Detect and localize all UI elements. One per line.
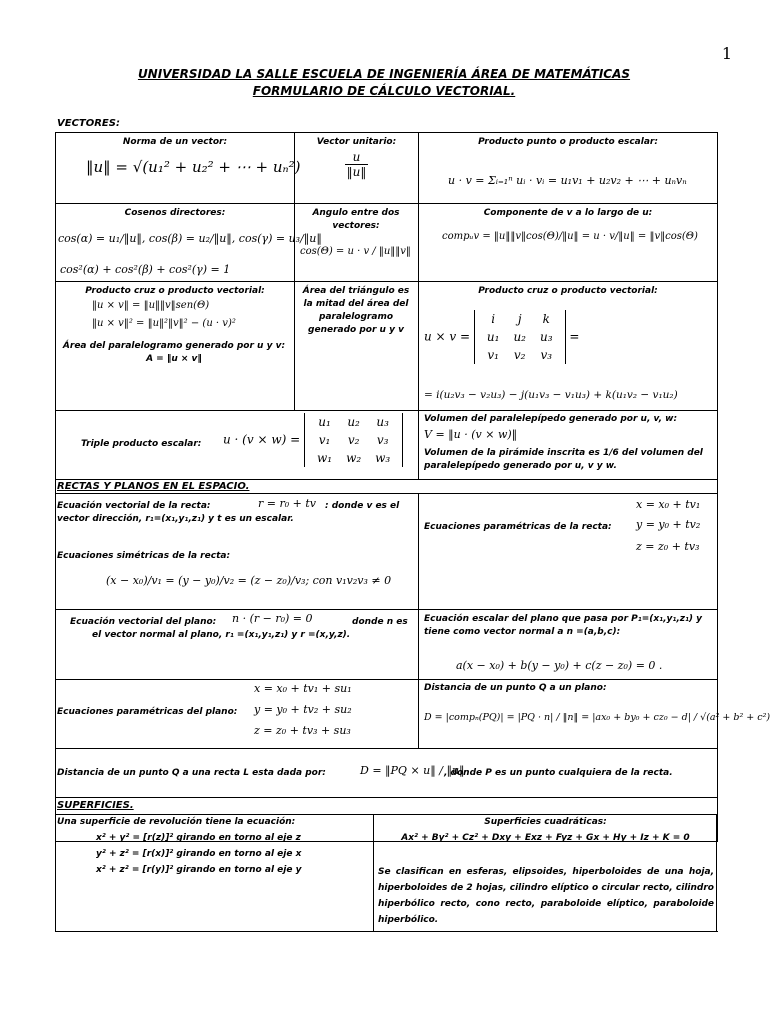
escalar-plano-text: Ecuación escalar del plano que pasa por P₁=(x₁,y₁,z₁) y tiene como vector normal a n =(a,b,c): [424,614,703,637]
row-divider [55,609,718,610]
cruz2-cell: j [517,312,522,326]
triple-row [310,431,397,449]
triple-label: Triple producto escalar: [81,439,202,449]
dist-plano-formula: D = |compₙ(PQ)| = |PQ · n| / ‖n‖ = |ax₀ + by₀ + cz₀ − d| / √(a² + b² + c²) [424,712,770,723]
cruz2-cell: u₂ [513,330,526,344]
unitario-label: Vector unitario: [316,137,397,147]
cruz2-label: Producto cruz o producto vectorial: [478,286,658,296]
parametricas-label: Ecuaciones paramétricas de la recta: [424,522,612,532]
triple-cell: u₃ [376,415,389,429]
cosenos-label: Cosenos directores: [124,208,226,218]
cruz2-cell: u₁ [486,330,500,344]
col-divider [373,814,374,932]
cruz2-matrix [424,310,579,364]
cruz2-cell: v₁ [487,348,499,362]
triple-cell: w₁ [316,451,333,465]
dist-recta-text: , donde P es un punto cualquiera de la recta. [444,768,673,778]
volumen-formula: V = ‖u · (v × w)‖ [424,428,518,441]
row-divider [55,203,718,204]
frame-bottom [55,931,718,932]
parametricas-x: x = x₀ + tv₁ [636,498,701,511]
parametricas-z: z = z₀ + tv₃ [636,540,700,553]
triple-cell: w₂ [346,451,362,465]
header-line2: FORMULARIO DE CÁLCULO VECTORIAL. [252,84,516,98]
revolucion-line3: x² + z² = [r(y)]² girando en torno al eje y [96,865,302,875]
param-plano-y: y = y₀ + tv₂ + su₂ [254,703,352,716]
vec-recta-label: Ecuación vectorial de la recta: [57,501,211,511]
dist-recta-label: Distancia de un punto Q a una recta L esta dada por: [57,768,326,778]
volumen-text1: Volumen del paralelepípedo generado por u, v, w: [424,414,678,424]
triple-cell: u₂ [347,415,360,429]
vectores-heading: VECTORES: [57,118,120,129]
punto-formula: u · v = Σᵢ₌₁ⁿ uᵢ · vᵢ = u₁v₁ + u₂v₂ + ⋯ + uₙvₙ [448,174,687,187]
cruz2-row [480,328,560,346]
cruz2-eq: = [569,329,580,344]
cruz2-cell: v₂ [513,348,526,362]
cuadraticas-formula: Ax² + By² + Cz² + Dxy + Exz + Fyz + Gx + Hy + Iz + K = 0 [401,833,690,843]
row-divider [55,679,718,680]
triangulo-text: Área del triángulo es la mitad del área del paralelogramo generado por u y v [302,286,410,335]
vec-recta-text: : donde v es el vector dirección, r₁=(x₁,y₁,z₁) y t es un escalar. [57,501,400,524]
triple-cell: u₁ [318,415,331,429]
dist-plano-label: Distancia de un punto Q a un plano: [424,683,607,693]
row-divider [55,748,718,749]
unitario-formula [295,150,418,179]
frame-right [716,814,717,932]
triple-lhs: u · (v × w) = [223,432,301,447]
punto-label: Producto punto o producto escalar: [478,137,658,147]
escalar-plano-formula: a(x − x₀) + b(y − y₀) + c(z − z₀) = 0 . [456,659,663,672]
norma-formula: ‖u‖ = √(u₁² + u₂² + ⋯ + uₙ²) [86,158,301,176]
unitario-num: u [345,150,369,165]
triple-row [310,413,397,431]
cruz2-determinant [474,310,566,364]
row-divider [55,281,718,282]
rectas-heading: RECTAS Y PLANOS EN EL ESPACIO. [57,481,250,492]
componente-formula: compᵤv = ‖u‖‖v‖cos(Θ)/‖u‖ = u · v/‖u‖ = ‖v‖cos(Θ) [442,231,698,242]
triple-cell: v₃ [376,433,389,447]
page-number: 1 [721,44,732,63]
cruz2-cell: v₃ [540,348,553,362]
volumen-text2: Volumen de la pirámide inscrita es 1/6 del volumen del paralelepípedo generado por u, v y w. [424,448,703,471]
simetricas-formula: (x − x₀)/v₁ = (y − y₀)/v₂ = (z − z₀)/v₃; con v₁v₂v₃ ≠ 0 [106,574,392,587]
triple-determinant [304,413,403,467]
col-divider [418,132,419,479]
triple-row [310,449,397,467]
vec-recta-formula: r = r₀ + tv [258,497,316,510]
revolucion-line2: y² + z² = [r(x)]² girando en torno al eje x [96,849,302,859]
row-divider [55,479,718,480]
vec-plano-label: Ecuación vectorial del plano: [70,617,217,627]
cruz2-row [480,346,560,364]
frame-left [55,814,56,932]
header-line1: UNIVERSIDAD LA SALLE ESCUELA DE INGENIERÍA ÁREA DE MATEMÁTICAS [137,67,631,81]
parametricas-y: y = y₀ + tv₂ [636,518,701,531]
cruz2-row [480,310,560,328]
revolucion-label: Una superficie de revolución tiene la ecuación: [57,817,296,827]
cuadraticas-label: Superficies cuadráticas: [484,817,607,827]
row-divider [55,797,718,798]
revolucion-line1: x² + y² = [r(z)]² girando en torno al eje z [96,833,301,843]
cruz1-area: Área del paralelogramo generado por u y v: A = ‖u × v‖ [62,341,286,364]
cruz2-expansion: = i(u₂v₃ − v₂u₃) − j(u₁v₃ − v₁u₃) + k(u₁v₂ − v₁u₂) [424,389,678,401]
col-divider [418,493,419,748]
triple-cell: v₂ [347,433,360,447]
vec-plano-formula: n · (r − r₀) = 0 [232,612,313,625]
cruz2-cell: u₃ [539,330,553,344]
angulo-formula: cos(Θ) = u · v / ‖u‖‖v‖ [300,246,411,257]
norma-label: Norma de un vector: [122,137,228,147]
vec-plano-text: donde n es el vector normal al plano, r₁ =(x₁,y₁,z₁) y r =(x,y,z). [92,617,408,640]
param-plano-label: Ecuaciones paramétricas del plano: [57,707,238,717]
cruz2-cell: k [542,312,550,326]
cruz1-f1: ‖u × v‖ = ‖u‖‖v‖sen(Θ) [92,300,210,311]
superficies-heading: SUPERFICIES. [57,800,134,811]
row-divider [55,814,718,815]
param-plano-x: x = x₀ + tv₁ + su₁ [254,682,352,695]
simetricas-label: Ecuaciones simétricas de la recta: [57,551,231,561]
cosenos-formula2: cos²(α) + cos²(β) + cos²(γ) = 1 [60,263,231,276]
cuadraticas-text: Se clasifican en esferas, elipsoides, hiperboloides de una hoja, hiperboloides de 2 hojas, cilindro elíptico o circular recto, cilindro hiperbólico recto, cono recto, paraboloide elíptico, paraboloide hiperbólico. [378,867,714,925]
triple-cell: w₃ [375,451,391,465]
cruz1-f2: ‖u × v‖² = ‖u‖²‖v‖² − (u · v)² [92,318,236,329]
unitario-den: ‖u‖ [346,165,367,179]
angulo-label: Angulo entre dos vectores: [312,208,400,231]
dist-recta-formula: D = ‖PQ × u‖ / ‖u‖ [360,764,465,777]
row-divider [55,410,718,411]
param-plano-z: z = z₀ + tv₃ + su₃ [254,724,351,737]
componente-label: Componente de v a lo largo de u: [483,208,653,218]
cruz1-label: Producto cruz o producto vectorial: [85,286,265,296]
triple-cell: v₁ [318,433,331,447]
triple-matrix [223,413,403,467]
cruz2-lhs: u × v = [424,329,471,344]
cruz2-cell: i [491,312,496,326]
row-divider [55,493,718,494]
cosenos-formula1: cos(α) = u₁/‖u‖, cos(β) = u₂/‖u‖, cos(γ) = u₃/‖u‖ [58,232,322,245]
